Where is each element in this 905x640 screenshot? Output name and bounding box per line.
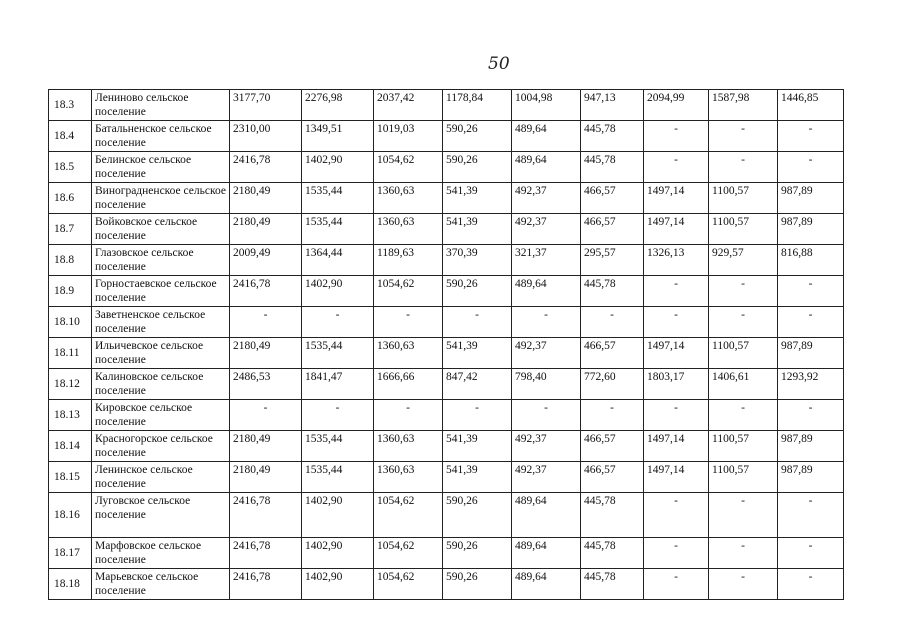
value-cell: 1497,14 [644,183,709,214]
value-cell: 2180,49 [230,183,302,214]
value-cell: 1054,62 [374,538,443,569]
value-cell: - [709,307,778,338]
settlement-name: Кировское сельское поселение [92,400,230,431]
value-cell: 489,64 [512,538,581,569]
table-row [49,569,844,600]
settlement-name: Красногорское сельское поселение [92,431,230,462]
value-cell: 492,37 [512,431,581,462]
value-cell: 489,64 [512,276,581,307]
value-cell: - [644,307,709,338]
value-cell: 2009,49 [230,245,302,276]
value-cell: 1019,03 [374,121,443,152]
value-cell: - [709,569,778,600]
value-cell: 1360,63 [374,338,443,369]
value-cell: 466,57 [581,338,644,369]
value-cell: 1535,44 [302,462,374,493]
row-number: 18.18 [49,569,92,600]
table-row [49,245,844,276]
value-cell: 1100,57 [709,214,778,245]
value-cell: 1100,57 [709,431,778,462]
value-cell: 987,89 [778,462,844,493]
value-cell: 2416,78 [230,276,302,307]
value-cell: 1497,14 [644,214,709,245]
value-cell: 1360,63 [374,431,443,462]
value-cell: - [778,400,844,431]
value-cell: 1446,85 [778,90,844,121]
value-cell: - [644,152,709,183]
settlement-name: Горностаевское сельское поселение [92,276,230,307]
value-cell: 492,37 [512,462,581,493]
value-cell: - [512,307,581,338]
settlement-name: Глазовское сельское поселение [92,245,230,276]
value-cell: 489,64 [512,569,581,600]
value-cell: 445,78 [581,569,644,600]
value-cell: 1803,17 [644,369,709,400]
value-cell: - [778,276,844,307]
value-cell: - [709,276,778,307]
value-cell: 2180,49 [230,462,302,493]
table-row [49,276,844,307]
value-cell: 1360,63 [374,214,443,245]
settlement-name: Виноградненское сельское поселение [92,183,230,214]
row-number: 18.3 [49,90,92,121]
value-cell: 798,40 [512,369,581,400]
value-cell: 445,78 [581,152,644,183]
value-cell: - [778,493,844,538]
value-cell: - [709,152,778,183]
value-cell: - [709,538,778,569]
table-row [49,431,844,462]
value-cell: 590,26 [443,276,512,307]
value-cell: 445,78 [581,493,644,538]
settlement-name: Лениново сельское поселение [92,90,230,121]
value-cell: 1364,44 [302,245,374,276]
value-cell: 2276,98 [302,90,374,121]
value-cell: 1360,63 [374,183,443,214]
value-cell: 1497,14 [644,462,709,493]
value-cell: 295,57 [581,245,644,276]
table-row [49,183,844,214]
row-number: 18.6 [49,183,92,214]
value-cell: - [581,307,644,338]
table-row [49,462,844,493]
value-cell: 445,78 [581,121,644,152]
settlement-name: Батальненское сельское поселение [92,121,230,152]
value-cell: 590,26 [443,152,512,183]
settlement-name: Ленинское сельское поселение [92,462,230,493]
table-row [49,307,844,338]
value-cell: 590,26 [443,121,512,152]
value-cell: - [644,538,709,569]
value-cell: - [230,307,302,338]
value-cell: 847,42 [443,369,512,400]
value-cell: - [230,400,302,431]
value-cell: 2416,78 [230,493,302,538]
value-cell: 466,57 [581,431,644,462]
row-number: 18.14 [49,431,92,462]
table-row [49,493,844,538]
value-cell: 2310,00 [230,121,302,152]
value-cell: - [644,400,709,431]
settlement-name: Заветненское сельское поселение [92,307,230,338]
value-cell: 3177,70 [230,90,302,121]
value-cell: - [778,307,844,338]
value-cell: 1535,44 [302,183,374,214]
value-cell: 1326,13 [644,245,709,276]
value-cell: - [709,493,778,538]
table-row [49,121,844,152]
row-number: 18.17 [49,538,92,569]
value-cell: 816,88 [778,245,844,276]
value-cell: 370,39 [443,245,512,276]
value-cell: 1497,14 [644,338,709,369]
row-number: 18.8 [49,245,92,276]
tariff-table [48,89,844,600]
value-cell: 1100,57 [709,183,778,214]
value-cell: 2094,99 [644,90,709,121]
value-cell: - [581,400,644,431]
value-cell: 987,89 [778,338,844,369]
row-number: 18.15 [49,462,92,493]
value-cell: 1100,57 [709,462,778,493]
table-row [49,152,844,183]
value-cell: 2180,49 [230,431,302,462]
table-body [49,90,844,600]
value-cell: 1402,90 [302,493,374,538]
value-cell: 1587,98 [709,90,778,121]
value-cell: 492,37 [512,338,581,369]
value-cell: 1100,57 [709,338,778,369]
value-cell: 1535,44 [302,338,374,369]
value-cell: 1535,44 [302,214,374,245]
value-cell: 1178,84 [443,90,512,121]
value-cell: 1402,90 [302,276,374,307]
value-cell: 1054,62 [374,569,443,600]
page-number: 50 [488,54,510,74]
value-cell: 1402,90 [302,538,374,569]
table-row [49,90,844,121]
value-cell: - [644,121,709,152]
row-number: 18.16 [49,493,92,538]
settlement-name: Белинское сельское поселение [92,152,230,183]
value-cell: - [778,152,844,183]
value-cell: - [644,276,709,307]
value-cell: - [644,493,709,538]
value-cell: - [778,121,844,152]
value-cell: - [709,400,778,431]
value-cell: 1189,63 [374,245,443,276]
value-cell: 321,37 [512,245,581,276]
value-cell: 1054,62 [374,276,443,307]
value-cell: 590,26 [443,538,512,569]
value-cell: 1004,98 [512,90,581,121]
value-cell: 2486,53 [230,369,302,400]
value-cell: 2180,49 [230,338,302,369]
table-row [49,369,844,400]
row-number: 18.12 [49,369,92,400]
value-cell: 1293,92 [778,369,844,400]
settlement-name: Марфовское сельское поселение [92,538,230,569]
value-cell: 466,57 [581,462,644,493]
value-cell: 1054,62 [374,493,443,538]
table-row [49,338,844,369]
value-cell: 987,89 [778,183,844,214]
value-cell: 489,64 [512,152,581,183]
value-cell: 492,37 [512,183,581,214]
table-row [49,214,844,245]
value-cell: 466,57 [581,183,644,214]
value-cell: 1402,90 [302,569,374,600]
value-cell: - [374,400,443,431]
value-cell: 1666,66 [374,369,443,400]
value-cell: 492,37 [512,214,581,245]
settlement-name: Ильичевское сельское поселение [92,338,230,369]
value-cell: 1406,61 [709,369,778,400]
value-cell: 1402,90 [302,152,374,183]
value-cell: 929,57 [709,245,778,276]
value-cell: - [443,307,512,338]
row-number: 18.11 [49,338,92,369]
value-cell: - [374,307,443,338]
row-number: 18.9 [49,276,92,307]
table-row [49,400,844,431]
value-cell: 947,13 [581,90,644,121]
row-number: 18.10 [49,307,92,338]
value-cell: - [644,569,709,600]
value-cell: - [443,400,512,431]
value-cell: 541,39 [443,214,512,245]
value-cell: 2416,78 [230,152,302,183]
value-cell: 489,64 [512,121,581,152]
value-cell: 541,39 [443,431,512,462]
table-row [49,538,844,569]
value-cell: 1841,47 [302,369,374,400]
value-cell: 1497,14 [644,431,709,462]
value-cell: 590,26 [443,493,512,538]
value-cell: - [302,400,374,431]
value-cell: 2416,78 [230,569,302,600]
value-cell: - [709,121,778,152]
row-number: 18.4 [49,121,92,152]
value-cell: 445,78 [581,276,644,307]
value-cell: 1054,62 [374,152,443,183]
value-cell: 772,60 [581,369,644,400]
value-cell: 466,57 [581,214,644,245]
value-cell: - [778,569,844,600]
value-cell: 541,39 [443,462,512,493]
value-cell: 541,39 [443,338,512,369]
settlement-name: Калиновское сельское поселение [92,369,230,400]
value-cell: 2037,42 [374,90,443,121]
settlement-name: Луговское сельское поселение [92,493,230,538]
value-cell: - [302,307,374,338]
value-cell: 1360,63 [374,462,443,493]
value-cell: 445,78 [581,538,644,569]
value-cell: 987,89 [778,214,844,245]
value-cell: - [778,538,844,569]
value-cell: 541,39 [443,183,512,214]
value-cell: 2416,78 [230,538,302,569]
value-cell: 489,64 [512,493,581,538]
row-number: 18.13 [49,400,92,431]
value-cell: 2180,49 [230,214,302,245]
settlement-name: Войковское сельское поселение [92,214,230,245]
row-number: 18.5 [49,152,92,183]
value-cell: 590,26 [443,569,512,600]
settlement-name: Марьевское сельское поселение [92,569,230,600]
value-cell: 1349,51 [302,121,374,152]
value-cell: - [512,400,581,431]
value-cell: 987,89 [778,431,844,462]
value-cell: 1535,44 [302,431,374,462]
row-number: 18.7 [49,214,92,245]
